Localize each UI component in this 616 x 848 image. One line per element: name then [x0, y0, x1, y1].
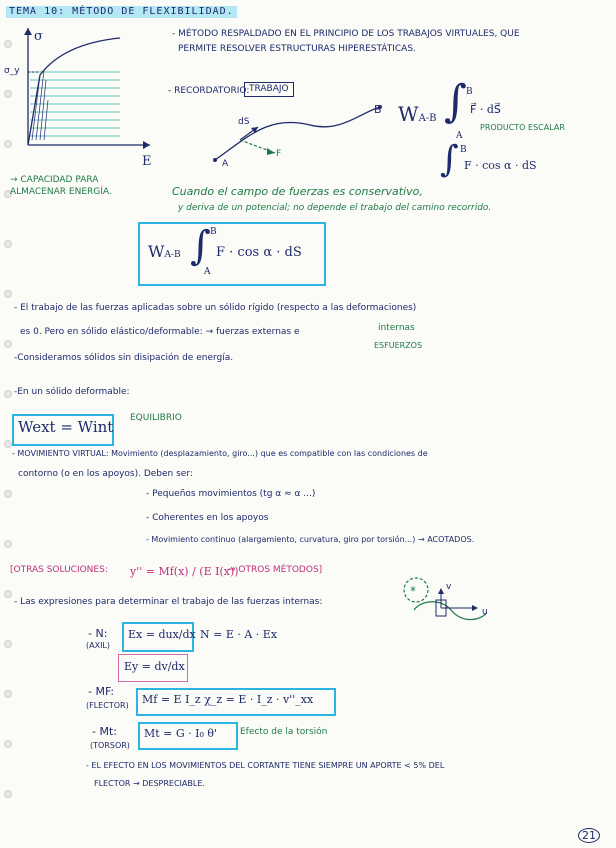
point-b: B	[374, 103, 382, 116]
boxed-integral-sign: ∫	[190, 223, 211, 269]
axial-force-formula: N = E · A · Ex	[200, 628, 278, 641]
work-formula-lhs: WA-B	[398, 102, 437, 126]
stress-strain-graph	[0, 20, 160, 170]
binder-hole	[4, 790, 12, 798]
element-u-label: u	[482, 607, 488, 617]
bending-sub: (FLECTOR)	[86, 701, 129, 710]
path-diagram	[200, 95, 390, 175]
axial-strain-formula: Ex = dux/dx	[128, 628, 196, 641]
binder-hole	[4, 740, 12, 748]
work-label: - RECORDATORIO:	[168, 86, 250, 96]
work-formula-rhs: F⃗ · dS⃗	[470, 103, 501, 116]
shear-strain-formula: Ey = dv/dx	[124, 660, 185, 673]
torsion-label: - Mt:	[92, 725, 117, 738]
virtual-line-1: - MOVIMIENTO VIRTUAL: Movimiento (desplazamiento, giro...) que es compatible con las condiciones de	[12, 449, 428, 458]
binder-hole	[4, 390, 12, 398]
axial-label: - N:	[88, 627, 108, 640]
shear-effect-line-2: FLECTOR → DESPRECIABLE.	[94, 779, 205, 788]
force-label: F	[276, 149, 282, 159]
internal-tag: internas	[378, 323, 415, 333]
wext-formula: Wext = Wint	[18, 418, 114, 436]
method-line-2: PERMITE RESOLVER ESTRUCTURAS HIPERESTÁTICAS.	[178, 44, 416, 54]
binder-hole	[4, 590, 12, 598]
binder-hole	[4, 540, 12, 548]
work-formula-2: F · cos α · dS	[464, 159, 537, 172]
graph-yield-label: σ_y	[4, 66, 20, 76]
binder-hole	[4, 440, 12, 448]
integral-sign: ∫	[444, 76, 467, 127]
integral-upper: B	[466, 87, 473, 97]
integral-sign-2: ∫	[440, 139, 459, 180]
graph-x-symbol: E	[142, 154, 152, 169]
binder-hole	[4, 240, 12, 248]
beam-element-sketch	[396, 570, 506, 640]
bending-formula: Mf = E I_z χ_z = E · I_z · v''_xx	[142, 693, 314, 706]
condition-3: - Movimiento continuo (alargamiento, curvatura, giro por torsión...) → ACOTADOS.	[146, 535, 475, 544]
efforts-tag: ESFUERZOS	[374, 341, 423, 350]
binder-hole	[4, 690, 12, 698]
page-title: TEMA 10: MÉTODO DE FLEXIBILIDAD.	[6, 6, 237, 18]
integral-lower: A	[456, 131, 463, 141]
page-number: 21	[578, 828, 600, 843]
ds-label: dS	[238, 117, 250, 127]
graph-y-symbol: σ	[34, 29, 43, 44]
svg-text:*: *	[410, 584, 416, 598]
method-line-1: - MÉTODO RESPALDADO EN EL PRINCIPIO DE LOS TRABAJOS VIRTUALES, QUE	[172, 29, 520, 39]
other-methods-prefix: [OTRAS SOLUCIONES:	[10, 565, 108, 575]
binder-hole	[4, 490, 12, 498]
point-a: A	[222, 159, 229, 169]
internal-work-line: - Las expresiones para determinar el trabajo de las fuerzas internas:	[14, 597, 323, 607]
virtual-line-2: contorno (o en los apoyos). Deben ser:	[18, 469, 193, 479]
binder-hole	[4, 340, 12, 348]
product-note: PRODUCTO ESCALAR	[480, 123, 565, 132]
torsion-sub: (TORSOR)	[90, 741, 130, 750]
binder-hole	[4, 640, 12, 648]
condition-2: - Coherentes en los apoyos	[146, 513, 269, 523]
boxed-formula-rhs: F · cos α · dS	[216, 245, 302, 260]
integral-upper-2: B	[460, 145, 467, 155]
forces-line-2: es 0. Pero en sólido elástico/deformable: → fuerzas externas e	[20, 327, 300, 337]
boxed-integral-upper: B	[210, 227, 217, 237]
conservative-line-2: y deriva de un potencial; no depende el trabajo del camino recorrido.	[178, 203, 492, 213]
other-methods-suffix: ⇒ OTROS MÉTODOS]	[228, 565, 323, 575]
forces-line-1: - El trabajo de las fuerzas aplicadas sobre un sólido rígido (respecto a las deformaciones)	[14, 303, 417, 313]
equilibrium-tag: EQUILIBRIO	[130, 413, 182, 423]
axial-sub: (AXIL)	[86, 641, 111, 650]
torsion-effect-tag: Efecto de la torsión	[240, 727, 328, 737]
binder-hole	[4, 290, 12, 298]
condition-1: - Pequeños movimientos (tg α ≈ α ...)	[146, 489, 316, 499]
torsion-formula: Mt = G · I₀ θ'	[144, 727, 218, 740]
capacity-note: → CAPACIDAD PARA ALMACENAR ENERGÍA.	[10, 175, 112, 197]
element-v-label: v	[446, 582, 452, 592]
bending-label: - MF:	[88, 685, 115, 698]
shear-effect-line-1: - EL EFECTO EN LOS MOVIMIENTOS DEL CORTANTE TIENE SIEMPRE UN APORTE < 5% DEL	[86, 761, 445, 770]
energy-line: -Consideramos sólidos sin disipación de energía.	[14, 353, 234, 363]
other-methods-formula: y'' = Mf(x) / (E I(x))	[130, 565, 239, 578]
boxed-formula-lhs: WA-B	[148, 242, 181, 261]
deformable-line: -En un sólido deformable:	[14, 387, 130, 397]
boxed-integral-lower: A	[204, 267, 211, 277]
conservative-line-1: Cuando el campo de fuerzas es conservativo,	[172, 185, 423, 198]
work-tag: TRABAJO	[244, 82, 294, 97]
